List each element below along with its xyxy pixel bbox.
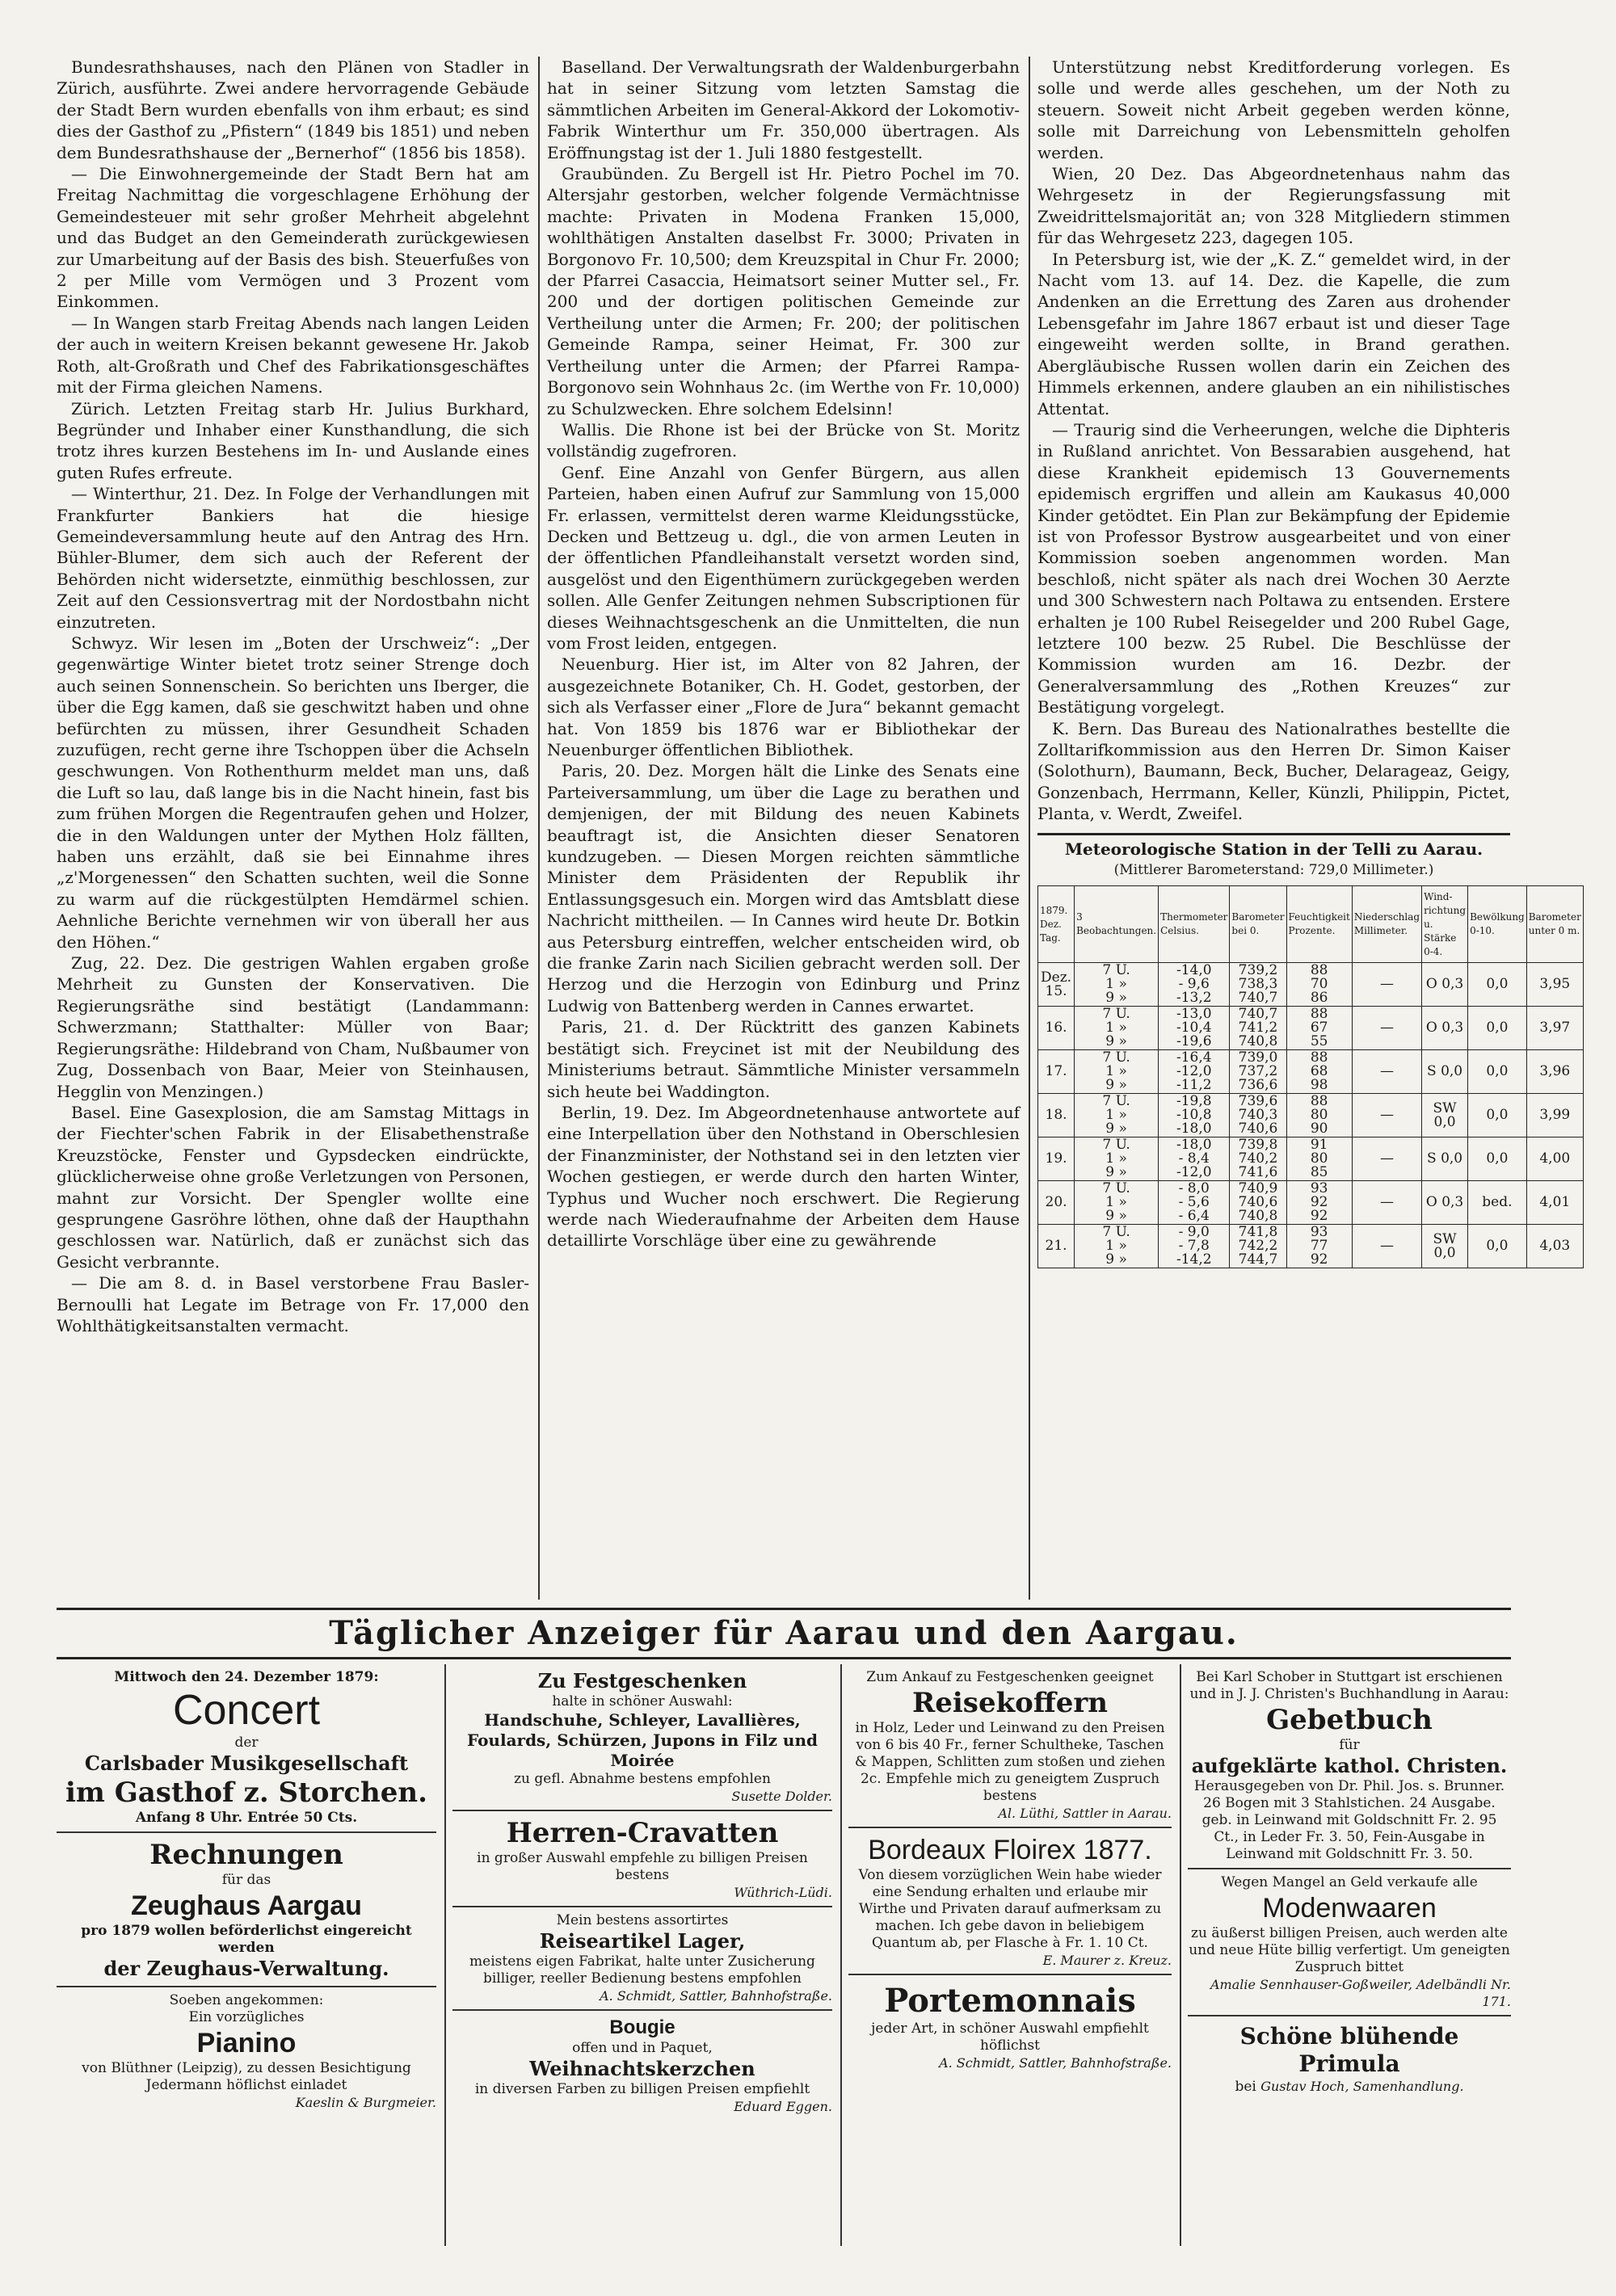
weather-cell-hum	[1286, 1094, 1352, 1137]
weather-cell-bu: 4,00	[1526, 1137, 1583, 1181]
weather-value: 7 U.	[1102, 1006, 1130, 1023]
ad-gebetbuch: Bei Karl Schober in Stuttgart ist erschienen und in J. J. Christen's Buchhandlung in Aarau: Gebetbuch für aufgeklärte kathol. Christen. Herausgegeben von Dr. Phil. Jos. s. Brunner. 26 Bogen mit 3 Stahlstichen. 24 Ausgabe. geb. in Leinwand mit Goldschnitt Fr. 2. 95 Ct., in Leder Fr. 3. 50, Fein-Ausgabe in Leinwand mit Goldschnitt Fr. 3. 50.	[1188, 1664, 1511, 1869]
article: Neuenburg. Hier ist, im Alter von 82 Jahren, der ausgezeichnete Botaniker, Ch. H. Godet, gestorben, der sich als Verfasser einer „Flore de Jura“ bekannt gemacht hat. Von 1859 bis 1876 war er Bibliothekar der Neuenburger öffentlichen Bibliothek.	[547, 654, 1020, 759]
weather-cell-wind: O 0,3	[1422, 1181, 1468, 1225]
weather-value: -19,6	[1176, 1033, 1212, 1050]
ad-column-a	[57, 1664, 436, 2246]
weather-value: 740,6	[1238, 1194, 1278, 1211]
weather-value: 9 »	[1105, 1033, 1127, 1050]
col-header: 1879. Dez. Tag.	[1038, 886, 1075, 963]
weather-cell-temp	[1159, 963, 1230, 1007]
weather-table	[1037, 885, 1584, 1268]
weather-value: 7 U.	[1102, 1137, 1130, 1154]
weather-cell-obs	[1075, 1181, 1159, 1225]
ad-modenwaaren: Wegen Mangel an Geld verkaufe alle Modenwaaren zu äußerst billigen Preisen, auch werden alte und neue Hüte billig verfertigt. Um geneigten Zuspruch bittet Amalie Sennhauser-Goßweiler, Adelbändli Nr. 171.	[1188, 1869, 1511, 2016]
weather-cell-baro	[1230, 963, 1286, 1007]
weather-value: 88	[1310, 1006, 1328, 1023]
weather-value: - 8,4	[1178, 1150, 1210, 1167]
ad-concert: Mittwoch den 24. Dezember 1879: Concert der Carlsbader Musikgesellschaft im Gasthof z. Storchen. Anfang 8 Uhr. Entrée 50 Cts.	[57, 1664, 436, 1833]
weather-value: -13,0	[1176, 1006, 1212, 1023]
weather-value: 1 »	[1105, 976, 1127, 993]
weather-cell-obs	[1075, 1137, 1159, 1181]
article: Paris, 20. Dez. Morgen hält die Linke des Senats eine Parteiversammlung, um über die Lage zu berathen und demjenigen, der mit Bildung des neuen Kabinets beauftragt ist, die Ansichten dieser Senatoren kundzugeben. — Diesen Morgen reichten sämmtliche Minister dem Präsidenten der Republik ihr Entlassungsgesuch ein. Morgen wird das Amtsblatt diese Nachricht mittheilen. — In Cannes wird heute Dr. Botkin aus Petersburg eintreffen, welcher entscheiden wird, ob die franke Zarin nach Sicilien gebracht werden soll. Der Herzog und die Herzogin von Edinburg und Prinz Ludwig von Battenberg werden in Cannes erwartet.	[547, 761, 1020, 1016]
weather-cell-day: Dez. 15.	[1038, 963, 1075, 1007]
ad-reisekoffern: Zum Ankauf zu Festgeschenken geeignet Reisekoffern in Holz, Leder und Leinwand zu den Preisen von 6 bis 40 Fr., ferner Schultheke, Taschen & Mappen, Schlitten zum stoßen und ziehen 2c. Empfehle mich zu geneigtem Zuspruch bestens Al. Lüthi, Sattler in Aarau.	[848, 1664, 1172, 1828]
weather-cell-obs	[1075, 1050, 1159, 1094]
weather-cell-hum	[1286, 1181, 1352, 1225]
article: — Winterthur, 21. Dez. In Folge der Verhandlungen mit Frankfurter Bankiers hat die hiesige Gemeindeversammlung heute auf den Antrag des Hrn. Bühler-Blumer, dem sich auch der Referent der Behörden nicht widersetzte, einmüthig beschlossen, zur Zeit auf den Cessionsvertrag mit der Nordostbahn nicht einzutreten.	[57, 484, 529, 632]
weather-value: - 7,8	[1178, 1238, 1210, 1255]
weather-row	[1038, 1094, 1584, 1137]
weather-value: 1 »	[1105, 1063, 1127, 1080]
weather-cell-obs	[1075, 1225, 1159, 1268]
article: Paris, 21. d. Der Rücktritt des ganzen Kabinets bestätigt sich. Freycinet ist mit der Neubildung des Ministeriums betraut. Sämmtliche Minister versammeln sich heute bei Waddington.	[547, 1017, 1020, 1101]
weather-value: 93	[1310, 1180, 1328, 1197]
weather-value: 1 »	[1105, 1107, 1127, 1124]
ad-rule	[444, 1664, 446, 2246]
weather-value: 1 »	[1105, 1238, 1127, 1255]
weather-value: 741,6	[1238, 1164, 1278, 1181]
article: Genf. Eine Anzahl von Genfer Bürgern, aus allen Parteien, haben einen Aufruf zur Sammlung von 15,000 Fr. erlassen, vermittelst deren warme Kleidungsstücke, Decken und Bettzeug u. dgl., die von armen Leuten in der öffentlichen Pfandleihanstalt versetzt worden sind, ausgelöst und den Eigenthümern zurückgegeben werden sollen. Alle Genfer Zeitungen nehmen Subscriptionen für dieses Weihnachtsgeschenk an die Unmittelten, die nun vom Frost leiden, entgegen.	[547, 462, 1020, 653]
ad-column-c	[848, 1664, 1172, 2246]
column-1	[57, 57, 529, 1336]
ad-bordeaux: Bordeaux Floirex 1877. Von diesem vorzüglichen Wein habe wieder eine Sendung erhalten und erlaube mir Wirthe und Privaten darauf aufmerksam zu machen. Ich gebe davon in beliebigem Quantum ab, per Flasche à Fr. 1. 10 Ct. E. Maurer z. Kreuz.	[848, 1828, 1172, 1975]
article: — In Wangen starb Freitag Abends nach langen Leiden der auch in weitern Kreisen bekannt gewesene Hr. Jakob Roth, alt-Großrath und Chef des Fabrikationsgeschäftes mit der Firma gleichen Namens.	[57, 313, 529, 397]
weather-value: 736,6	[1238, 1077, 1278, 1094]
weather-value: 85	[1310, 1164, 1328, 1181]
weather-value: 7 U.	[1102, 1093, 1130, 1110]
weather-value: 740,7	[1238, 1006, 1278, 1023]
article: Basel. Eine Gasexplosion, die am Samstag Mittags in der Fiechter'schen Fabrik in der Elisabethenstraße Kreuzstöcke, Fenster und Gypsdecken eindrückte, glücklicherweise ohne große Verletzungen von Personen, mahnt zur Vorsicht. Der Spengler wollte eine gesprungene Gasröhre löthen, ohne daß der Haupthahn geschlossen war. Natürlich, daß er zunächst sich das Gesicht verbrannte.	[57, 1102, 529, 1272]
weather-cell-obs	[1075, 963, 1159, 1007]
weather-value: 1 »	[1105, 1194, 1127, 1211]
weather-cell-hum	[1286, 1225, 1352, 1268]
weather-value: -16,4	[1176, 1049, 1212, 1066]
weather-cell-temp	[1159, 1137, 1230, 1181]
weather-value: 740,8	[1238, 1033, 1278, 1050]
weather-value: 9 »	[1105, 1208, 1127, 1225]
weather-title: Meteorologische Station in der Telli zu Aarau.	[1064, 839, 1483, 859]
weather-value: -10,4	[1176, 1020, 1212, 1037]
weather-value: 740,3	[1238, 1107, 1278, 1124]
weather-cell-nied: —	[1352, 963, 1421, 1007]
weather-value: 7 U.	[1102, 1224, 1130, 1241]
ad-rule	[1180, 1664, 1181, 2246]
weather-cell-nied: —	[1352, 1181, 1421, 1225]
ad-portemonnais: Portemonnais jeder Art, in schöner Auswahl empfiehlt höflichst A. Schmidt, Sattler, Bahnhofstraße.	[871, 1982, 1172, 2071]
ad-pianino: Soeben angekommen: Ein vorzügliches Pianino von Blüthner (Leipzig), zu dessen Besichtigung Jedermann höflichst einladet Kaeslin & Burgmeier.	[82, 1992, 436, 2110]
weather-cell-bu: 3,97	[1526, 1007, 1583, 1050]
col-header: Niederschlag Millimeter.	[1352, 886, 1421, 963]
weather-table-block	[1037, 833, 1581, 1269]
weather-value: 68	[1310, 1063, 1328, 1080]
weather-value: -14,2	[1176, 1251, 1212, 1268]
weather-value: - 9,0	[1178, 1224, 1210, 1241]
weather-value: -13,2	[1176, 990, 1212, 1007]
col-header: Barometer unter 0 m.	[1526, 886, 1583, 963]
weather-cell-hum	[1286, 963, 1352, 1007]
weather-value: 86	[1310, 990, 1328, 1007]
weather-cell-temp	[1159, 1007, 1230, 1050]
weather-value: 9 »	[1105, 990, 1127, 1007]
weather-cell-bew: 0,0	[1468, 963, 1527, 1007]
ads-section	[57, 1664, 1511, 2246]
weather-value: 9 »	[1105, 1077, 1127, 1094]
weather-value: 70	[1310, 976, 1328, 993]
weather-cell-hum	[1286, 1137, 1352, 1181]
weather-value: 740,7	[1238, 990, 1278, 1007]
weather-value: 88	[1310, 962, 1328, 979]
weather-value: 739,8	[1238, 1137, 1278, 1154]
weather-value: 67	[1310, 1020, 1328, 1037]
weather-value: 1 »	[1105, 1150, 1127, 1167]
weather-cell-baro	[1230, 1094, 1286, 1137]
weather-value: 1 »	[1105, 1020, 1127, 1037]
weather-cell-hum	[1286, 1007, 1352, 1050]
weather-value: 9 »	[1105, 1164, 1127, 1181]
weather-value: 741,2	[1238, 1020, 1278, 1037]
weather-value: 7 U.	[1102, 1049, 1130, 1066]
weather-row	[1038, 1225, 1584, 1268]
col-header: Wind-richtung u. Stärke 0-4.	[1422, 886, 1468, 963]
article: Zug, 22. Dez. Die gestrigen Wahlen ergaben große Mehrheit zu Gunsten der Konservativen. Die Regierungsräthe sind bestätigt (Landammann: Schwerzmann; Statthalter: Müller von Baar; Regierungsräthe: Hildebrand von Cham, Nußbaumer von Zug, Dossenbach von Baar, Meier von Steinhausen, Hegglin von Menzingen.)	[57, 953, 529, 1101]
ad-rechnungen: Rechnungen für das Zeughaus Aargau pro 1879 wollen beförderlichst eingereicht werden der Zeughaus-Verwaltung.	[57, 1833, 436, 1987]
weather-cell-wind: O 0,3	[1422, 963, 1468, 1007]
weather-row	[1038, 963, 1584, 1007]
weather-value: 92	[1310, 1208, 1328, 1225]
ad-primula: Schöne blühende Primula bei Gustav Hoch, Samenhandlung.	[1235, 2023, 1464, 2095]
weather-value: 740,6	[1238, 1121, 1278, 1137]
article: Zürich. Letzten Freitag starb Hr. Julius Burkhard, Begründer und Inhaber einer Kunsthandlung, die sich trotz ihres kurzen Bestehens im In- und Auslande eines guten Rufes erfreute.	[57, 398, 529, 482]
weather-cell-baro	[1230, 1225, 1286, 1268]
article: Berlin, 19. Dez. Im Abgeordnetenhause antwortete auf eine Interpellation über den Nothstand in Oberschlesien der Finanzminister, der Nothstand sei in den letzten vier Wochen gestiegen, er werde durch den harten Winter, Typhus und Wucher noch erschwert. Die Regierung werde nach Wiederaufnahme der Arbeiten dem Hause detaillirte Vorschläge über eine zu gewährende	[547, 1102, 1020, 1251]
col-header: Thermometer Celsius.	[1159, 886, 1230, 963]
weather-cell-nied: —	[1352, 1007, 1421, 1050]
ad-column-d	[1188, 1664, 1511, 2246]
ad-reiseartikel: Mein bestens assortirtes Reiseartikel Lager, meistens eigen Fabrikat, halte unter Zusicherung billiger, reeller Bedienung bestens empfohlen A. Schmidt, Sattler, Bahnhofstraße.	[452, 1907, 832, 2011]
weather-row	[1038, 1007, 1584, 1050]
column-3	[1037, 57, 1581, 1268]
weather-cell-wind: S 0,0	[1422, 1050, 1468, 1094]
weather-value: 740,8	[1238, 1208, 1278, 1225]
col-header: Barometer bei 0.	[1230, 886, 1286, 963]
weather-value: - 9,6	[1178, 976, 1210, 993]
weather-value: 742,2	[1238, 1238, 1278, 1255]
article: Baselland. Der Verwaltungsrath der Waldenburgerbahn hat in seiner Sitzung vom letzten Samstag die sämmtlichen Arbeiten im General-Akkord der Lokomotiv-Fabrik Winterthur um Fr. 350,000 übertragen. Als Eröffnungstag ist der 1. Juli 1880 festgestellt.	[547, 57, 1020, 162]
weather-cell-day: 19.	[1038, 1137, 1075, 1181]
weather-cell-wind: S 0,0	[1422, 1137, 1468, 1181]
weather-value: - 6,4	[1178, 1208, 1210, 1225]
weather-value: -14,0	[1176, 962, 1212, 979]
weather-value: - 8,0	[1178, 1180, 1210, 1197]
weather-value: 741,8	[1238, 1224, 1278, 1241]
weather-cell-nied: —	[1352, 1094, 1421, 1137]
weather-cell-bew: 0,0	[1468, 1007, 1527, 1050]
weather-subtitle: (Mittlerer Barometerstand: 729,0 Millimeter.)	[1113, 862, 1434, 879]
weather-value: 739,0	[1238, 1049, 1278, 1066]
weather-cell-bew: 0,0	[1468, 1137, 1527, 1181]
col-header: Bewölkung 0-10.	[1468, 886, 1527, 963]
col-header: 3 Beobachtungen.	[1075, 886, 1159, 963]
weather-value: 91	[1310, 1137, 1328, 1154]
weather-cell-temp	[1159, 1225, 1230, 1268]
weather-row	[1038, 1050, 1584, 1094]
weather-cell-bew: bed.	[1468, 1181, 1527, 1225]
weather-value: 88	[1310, 1093, 1328, 1110]
weather-value: 7 U.	[1102, 1180, 1130, 1197]
weather-cell-day: 18.	[1038, 1094, 1075, 1137]
column-2	[547, 57, 1020, 1251]
weather-value: 55	[1310, 1033, 1328, 1050]
weather-cell-wind: SW 0,0	[1422, 1225, 1468, 1268]
weather-cell-wind: O 0,3	[1422, 1007, 1468, 1050]
article: Unterstützung nebst Kreditforderung vorlegen. Es solle und werde alles geschehen, um der Noth zu steuern. Soweit nicht Arbeit gegeben werden könne, solle mit Darreichung von Lebensmitteln geholfen werden.	[1037, 57, 1510, 162]
weather-cell-day: 16.	[1038, 1007, 1075, 1050]
article: Wallis. Die Rhone ist bei der Brücke von St. Moritz vollständig zugefroren.	[547, 419, 1020, 461]
column-rule	[538, 57, 540, 1600]
weather-cell-day: 20.	[1038, 1181, 1075, 1225]
weather-cell-nied: —	[1352, 1225, 1421, 1268]
weather-value: 739,2	[1238, 962, 1278, 979]
ad-bougie: Bougie offen und in Paquet, Weihnachtskerzchen in diversen Farben zu billigen Preisen empfiehlt Eduard Eggen.	[474, 2016, 832, 2114]
ad-rule	[840, 1664, 842, 2246]
weather-cell-day: 17.	[1038, 1050, 1075, 1094]
weather-value: 88	[1310, 1049, 1328, 1066]
article: — Traurig sind die Verheerungen, welche die Diphteris in Rußland anrichtet. Von Bessarabien ausgehend, hat diese Krankheit epidemisch 13 Gouvernements epidemisch ergriffen und allein am Kaukasus 40,000 Kinder getödtet. Ein Plan zur Bekämpfung der Epidemie ist von Professor Bystrow ausgearbeitet und von einer Kommission soeben angenommen worden. Man beschloß, nicht später als nach drei Wochen 30 Aerzte und 300 Schwestern nach Poltawa zu entsenden. Erstere erhalten je 100 Rubel Reisegelder und 200 Rubel Gage, letztere 100 bezw. 25 Rubel. Die Beschlüsse der Kommission wurden am 16. Dezbr. der Generalversammlung des „Rothen Kreuzes“ zur Bestätigung vorgelegt.	[1037, 419, 1510, 717]
advertiser-banner: Täglicher Anzeiger für Aarau und den Aargau.	[57, 1608, 1511, 1659]
weather-value: -18,0	[1176, 1121, 1212, 1137]
weather-cell-bu: 4,01	[1526, 1181, 1583, 1225]
weather-cell-baro	[1230, 1007, 1286, 1050]
article: Graubünden. Zu Bergell ist Hr. Pietro Pochel im 70. Altersjahr gestorben, welcher folgende Vermächtnisse machte: Privaten in Modena Franken 15,000, wohlthätigen Anstalten daselbst Fr. 3000; Privaten in Borgonovo Fr. 10,500; dem Kreuzspital in Chur Fr. 2000; der Pfarrei Casaccia, Heimatsort seiner Mutter sel., Fr. 200 und der dortigen politischen Gemeinde zur Vertheilung unter die Armen; Fr. 200; der politischen Gemeinde Rampa, seiner Heimat, Fr. 300 zur Vertheilung unter die Armen; der Pfarrei Rampa-Borgonovo sein Wohnhaus 2c. (im Werthe von Fr. 10,000) zu Schulzwecken. Ehre solchem Edelsinn!	[547, 164, 1020, 418]
weather-cell-nied: —	[1352, 1137, 1421, 1181]
col-header: Feuchtigkeit Prozente.	[1286, 886, 1352, 963]
weather-cell-nied: —	[1352, 1050, 1421, 1094]
ad-festgeschenke: Zu Festgeschenken halte in schöner Auswahl: Handschuhe, Schleyer, Lavallières, Foulards, Schürzen, Jupons in Filz und Moirée zu gefl. Abnahme bestens empfohlen Susette Dolder.	[452, 1664, 832, 1811]
weather-row	[1038, 1137, 1584, 1181]
article: — Die am 8. d. in Basel verstorbene Frau Basler-Bernoulli hat Legate im Betrage von Fr. 17,000 den Wohlthätigkeitsanstalten vermacht.	[57, 1273, 529, 1335]
weather-value: 80	[1310, 1107, 1328, 1124]
weather-value: 98	[1310, 1077, 1328, 1094]
article: — Die Einwohnergemeinde der Stadt Bern hat am Freitag Nachmittag die vorgeschlagene Erhöhung der Gemeindesteuer mit sehr großer Mehrheit abgelehnt und das Budget an den Gemeinderath zurückgewiesen zur Umarbeitung auf der Basis des bish. Steuerfußes von 2 per Mille vom Vermögen und 3 Prozent vom Einkommen.	[57, 164, 529, 312]
weather-value: 92	[1310, 1194, 1328, 1211]
weather-value: 93	[1310, 1224, 1328, 1241]
weather-cell-bu: 3,96	[1526, 1050, 1583, 1094]
weather-cell-bew: 0,0	[1468, 1050, 1527, 1094]
weather-cell-day: 21.	[1038, 1225, 1075, 1268]
weather-value: -11,2	[1176, 1077, 1212, 1094]
weather-value: - 5,6	[1178, 1194, 1210, 1211]
weather-value: -12,0	[1176, 1164, 1212, 1181]
weather-value: -19,8	[1176, 1093, 1212, 1110]
weather-value: 7 U.	[1102, 962, 1130, 979]
weather-cell-baro	[1230, 1137, 1286, 1181]
weather-cell-bu: 4,03	[1526, 1225, 1583, 1268]
weather-cell-bew: 0,0	[1468, 1225, 1527, 1268]
weather-cell-bu: 3,95	[1526, 963, 1583, 1007]
weather-value: 92	[1310, 1251, 1328, 1268]
weather-cell-obs	[1075, 1094, 1159, 1137]
weather-value: -18,0	[1176, 1137, 1212, 1154]
ad-column-b	[452, 1664, 832, 2246]
weather-table-body	[1038, 963, 1584, 1268]
weather-value: -10,8	[1176, 1107, 1212, 1124]
weather-cell-bu: 3,99	[1526, 1094, 1583, 1137]
article: Bundesrathshauses, nach den Plänen von Stadler in Zürich, ausführte. Zwei andere hervorragende Gebäude der Stadt Bern wurden ebenfalls von ihm erbaut; es sind dies der Gasthof zu „Pfistern“ (1849 bis 1851) und neben dem Bundesrathshause der „Bernerhof“ (1856 bis 1858).	[57, 57, 529, 162]
weather-row	[1038, 1181, 1584, 1225]
weather-value: 740,2	[1238, 1150, 1278, 1167]
weather-value: 80	[1310, 1150, 1328, 1167]
weather-cell-temp	[1159, 1181, 1230, 1225]
weather-cell-hum	[1286, 1050, 1352, 1094]
weather-value: 738,3	[1238, 976, 1278, 993]
weather-cell-baro	[1230, 1181, 1286, 1225]
article: Wien, 20 Dez. Das Abgeordnetenhaus nahm das Wehrgesetz in der Regierungsfassung mit Zweidrittelsmajorität an; von 328 Mitgliedern stimmen für das Wehrgesetz 223, dagegen 105.	[1037, 164, 1510, 248]
weather-value: 90	[1310, 1121, 1328, 1137]
weather-value: -12,0	[1176, 1063, 1212, 1080]
weather-value: 744,7	[1238, 1251, 1278, 1268]
weather-cell-baro	[1230, 1050, 1286, 1094]
weather-value: 740,9	[1238, 1180, 1278, 1197]
article: Schwyz. Wir lesen im „Boten der Urschweiz“: „Der gegenwärtige Winter bietet trotz seiner Strenge doch auch seinen Sonnenschein. So berichten uns Iberger, die über die Egg kamen, daß sie geschwitzt haben und ohne befürchten zu müssen, ihrer Gesundheit Schaden zuzufügen, recht gerne ihre Tschoppen über die Achseln geschwungen. Von Rothenthurm meldet man uns, daß die Luft so lau, daß lange bis in die Nacht hinein, fast bis zum frühen Morgen die Regentraufen gehen und Holzer, die in den Waldungen unter der Mythen Holz fällten, haben uns erzählt, daß sie bei Einnahme ihres „z'Morgenessen“ den Schatten suchten, weil die Sonne zu warm auf die rückgestülpten Hemdärmel schien. Aehnliche Berichte vernehmen wir von überall her aus den Höhen.“	[57, 633, 529, 952]
ad-cravatten: Herren-Cravatten in großer Auswahl empfehle zu billigen Preisen bestens Wüthrich-Lüdi.	[452, 1811, 832, 1907]
weather-cell-obs	[1075, 1007, 1159, 1050]
weather-value: 9 »	[1105, 1121, 1127, 1137]
weather-value: 9 »	[1105, 1251, 1127, 1268]
article: K. Bern. Das Bureau des Nationalrathes bestellte die Zolltarifkommission aus den Herren Dr. Simon Kaiser (Solothurn), Baumann, Beck, Bucher, Delarageaz, Geigy, Gonzenbach, Herrmann, Keller, Künzli, Philippin, Pictet, Planta, v. Werdt, Zweifel.	[1037, 718, 1510, 824]
article: In Petersburg ist, wie der „K. Z.“ gemeldet wird, in der Nacht vom 13. auf 14. Dez. die Kapelle, die zum Andenken an die Errettung des Zaren aus drohender Lebensgefahr im Jahre 1867 erbaut ist und dieser Tage eingeweiht werden sollte, in Brand gerathen. Abergläubische Russen wollen darin ein Zeichen des Himmels erkennen, andere glauben an ein nihilistisches Attentat.	[1037, 249, 1510, 418]
weather-cell-bew: 0,0	[1468, 1094, 1527, 1137]
weather-cell-wind: SW 0,0	[1422, 1094, 1468, 1137]
weather-value: 737,2	[1238, 1063, 1278, 1080]
weather-cell-temp	[1159, 1094, 1230, 1137]
weather-value: 739,6	[1238, 1093, 1278, 1110]
weather-cell-temp	[1159, 1050, 1230, 1094]
weather-value: 77	[1310, 1238, 1328, 1255]
column-rule	[1029, 57, 1030, 1600]
newspaper-page	[57, 57, 1581, 2254]
